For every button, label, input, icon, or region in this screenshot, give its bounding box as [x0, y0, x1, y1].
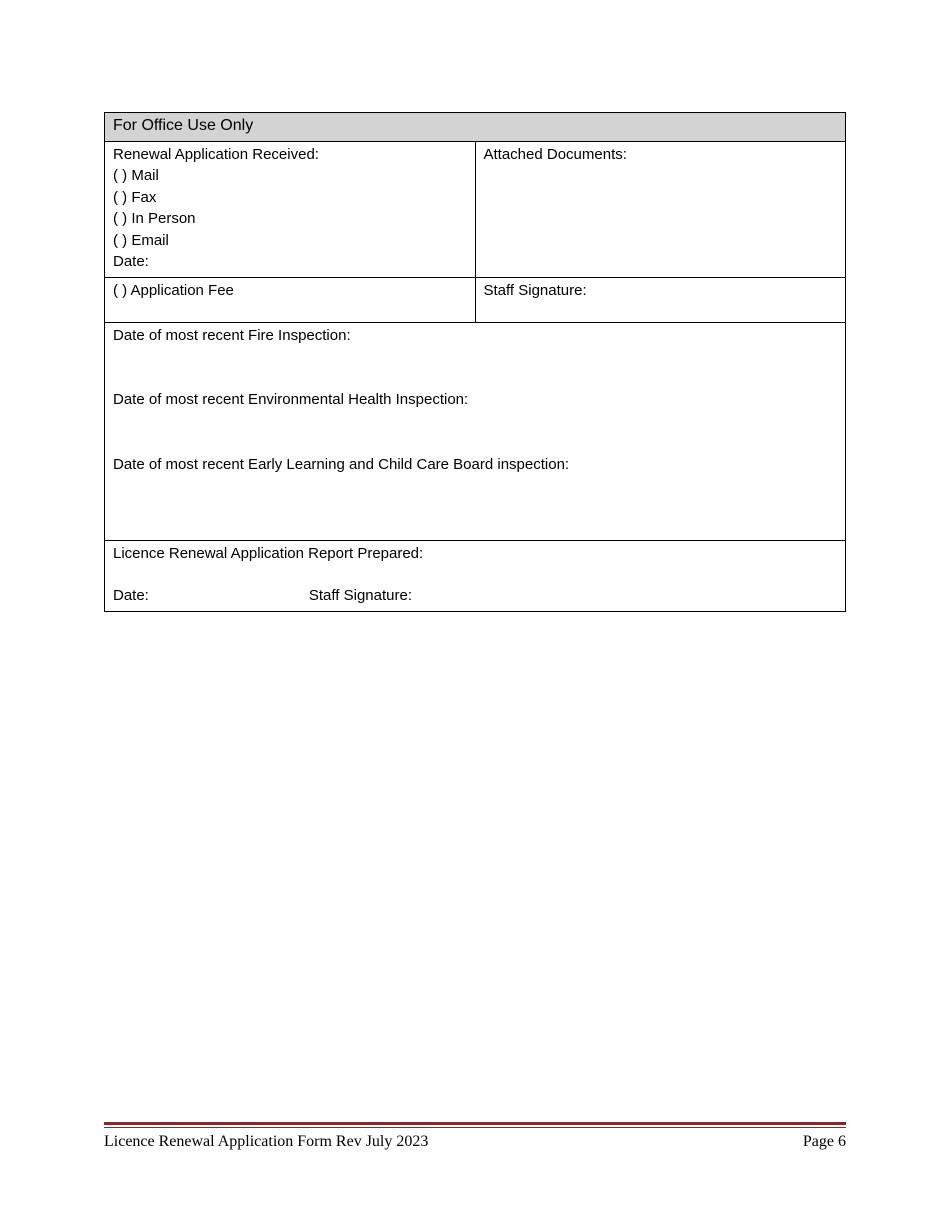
inspections-cell	[105, 322, 846, 540]
staff-signature-cell	[475, 277, 846, 322]
table-row	[105, 141, 846, 277]
report-prepared-cell	[105, 540, 846, 611]
footer-rule-thick-line	[104, 1122, 846, 1125]
office-use-header: For Office Use Only	[105, 113, 846, 142]
application-fee-label: ( ) Application Fee	[113, 281, 234, 299]
footer-rule	[104, 1122, 846, 1128]
received-option-email: ( ) Email	[113, 231, 169, 249]
footer-document-title: Licence Renewal Application Form Rev July 2023	[104, 1133, 429, 1150]
child-care-board-inspection-date-label: Date of most recent Early Learning and Child Care Board inspection:	[113, 455, 570, 473]
table-row	[105, 277, 846, 322]
report-staff-signature-label: Staff Signature:	[308, 587, 412, 604]
attached-documents-label: Attached Documents:	[483, 145, 627, 163]
renewal-received-cell	[105, 141, 476, 277]
application-fee-cell	[105, 277, 476, 322]
environmental-health-inspection-date-label: Date of most recent Environmental Health Inspection:	[113, 391, 469, 408]
received-option-in-person: ( ) In Person	[113, 210, 196, 227]
table-row	[105, 322, 846, 540]
report-date-line	[113, 585, 837, 607]
received-option-fax: ( ) Fax	[113, 188, 157, 206]
table-row	[105, 540, 846, 611]
page-footer	[104, 1133, 846, 1151]
attached-documents-cell	[475, 141, 846, 277]
fire-inspection-date-label: Date of most recent Fire Inspection:	[113, 326, 351, 344]
footer-rule-thin-line	[104, 1127, 846, 1128]
report-prepared-label: Licence Renewal Application Report Prepared:	[113, 544, 424, 562]
footer-page-number: Page 6	[802, 1133, 846, 1150]
report-date-label: Date:	[113, 587, 149, 604]
table-row	[105, 113, 846, 142]
renewal-received-label: Renewal Application Received:	[113, 145, 319, 163]
staff-signature-label: Staff Signature:	[483, 281, 587, 299]
office-use-table	[104, 112, 846, 612]
received-date-label: Date:	[113, 253, 149, 270]
received-option-mail: ( ) Mail	[113, 167, 159, 184]
